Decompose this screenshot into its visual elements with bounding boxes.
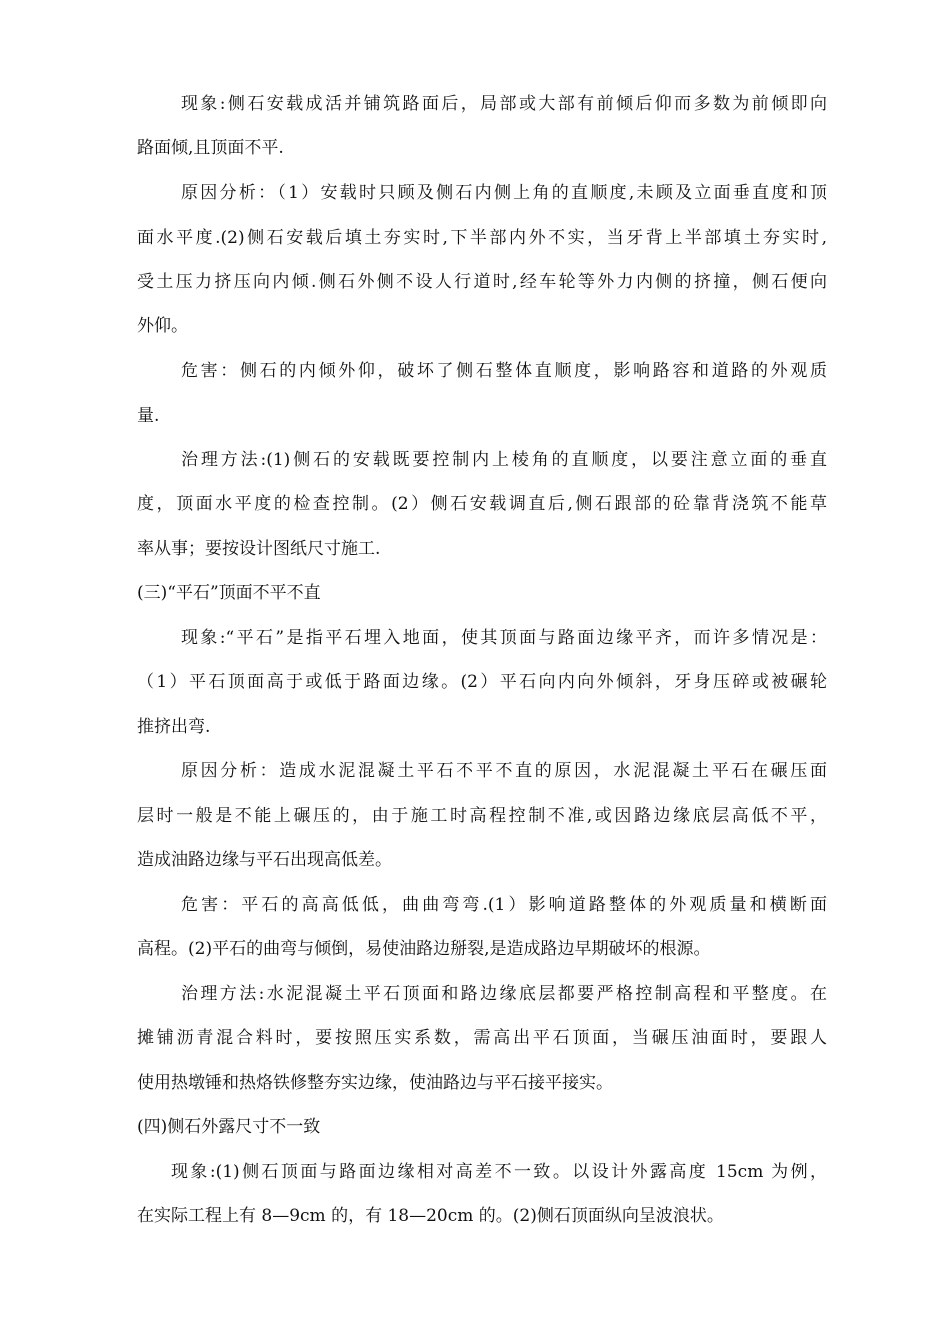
paragraph-line: 治理方法:(1)侧石的安载既要控制内上棱角的直顺度，以要注意立面的垂直 xyxy=(181,450,827,470)
paragraph-line: 摊铺沥青混合料时，要按照压实系数，需高出平石顶面，当碾压油面时，要跟人 xyxy=(137,1028,827,1048)
paragraph-line: 危害：平石的高高低低，曲曲弯弯.(1）影响道路整体的外观质量和横断面 xyxy=(181,895,827,915)
section-heading: (四)侧石外露尺寸不一致 xyxy=(137,1117,321,1137)
paragraph-line: 量. xyxy=(137,406,160,426)
paragraph-line: 治理方法:水泥混凝土平石顶面和路边缘底层都要严格控制高程和平整度。在 xyxy=(181,984,827,1004)
paragraph-line: （1）平石顶面高于或低于路面边缘。(2）平石向内向外倾斜，牙身压碎或被碾轮 xyxy=(137,672,827,692)
paragraph-line: 原因分析：造成水泥混凝土平石不平不直的原因，水泥混凝土平石在碾压面 xyxy=(181,761,827,781)
paragraph-line: 层时一般是不能上碾压的，由于施工时高程控制不准,或因路边缘底层高低不平， xyxy=(137,806,827,826)
section-heading: (三)“平石”顶面不平不直 xyxy=(137,583,321,603)
paragraph-line: 外仰。 xyxy=(137,316,188,336)
paragraph-line: 现象:“平石”是指平石埋入地面，使其顶面与路面边缘平齐，而许多情况是： xyxy=(181,628,827,648)
paragraph-line: 现象:侧石安载成活并铺筑路面后，局部或大部有前倾后仰而多数为前倾即向 xyxy=(181,94,827,114)
paragraph-line: 原因分析：（1）安载时只顾及侧石内侧上角的直顺度,未顾及立面垂直度和顶 xyxy=(181,183,827,203)
paragraph-line: 路面倾,且顶面不平. xyxy=(137,138,284,158)
paragraph-line: 危害：侧石的内倾外仰，破坏了侧石整体直顺度，影响路容和道路的外观质 xyxy=(181,361,827,381)
paragraph-line: 现象:(1)侧石顶面与路面边缘相对高差不一致。以设计外露高度 15cm 为例， xyxy=(171,1162,827,1182)
paragraph-line: 使用热墩锤和热烙铁修整夯实边缘，使油路边与平石接平接实。 xyxy=(137,1073,613,1093)
paragraph-line: 面水平度.(2)侧石安载后填土夯实时,下半部内外不实，当牙背上半部填土夯实时, xyxy=(137,228,827,248)
paragraph-line: 度，顶面水平度的检查控制。(2）侧石安载调直后,侧石跟部的砼靠背浇筑不能草 xyxy=(137,494,827,514)
paragraph-line: 受土压力挤压向内倾.侧石外侧不设人行道时,经车轮等外力内侧的挤撞，侧石便向 xyxy=(137,272,827,292)
paragraph-line: 推挤出弯. xyxy=(137,717,211,737)
paragraph-line: 率从事；要按设计图纸尺寸施工. xyxy=(137,539,381,559)
paragraph-line: 在实际工程上有 8—9cm 的，有 18—20cm 的。(2)侧石顶面纵向呈波浪状。 xyxy=(137,1206,724,1226)
paragraph-line: 造成油路边缘与平石出现高低差。 xyxy=(137,850,392,870)
paragraph-line: 高程。(2)平石的曲弯与倾倒，易使油路边掰裂,是造成路边早期破坏的根源。 xyxy=(137,939,711,959)
